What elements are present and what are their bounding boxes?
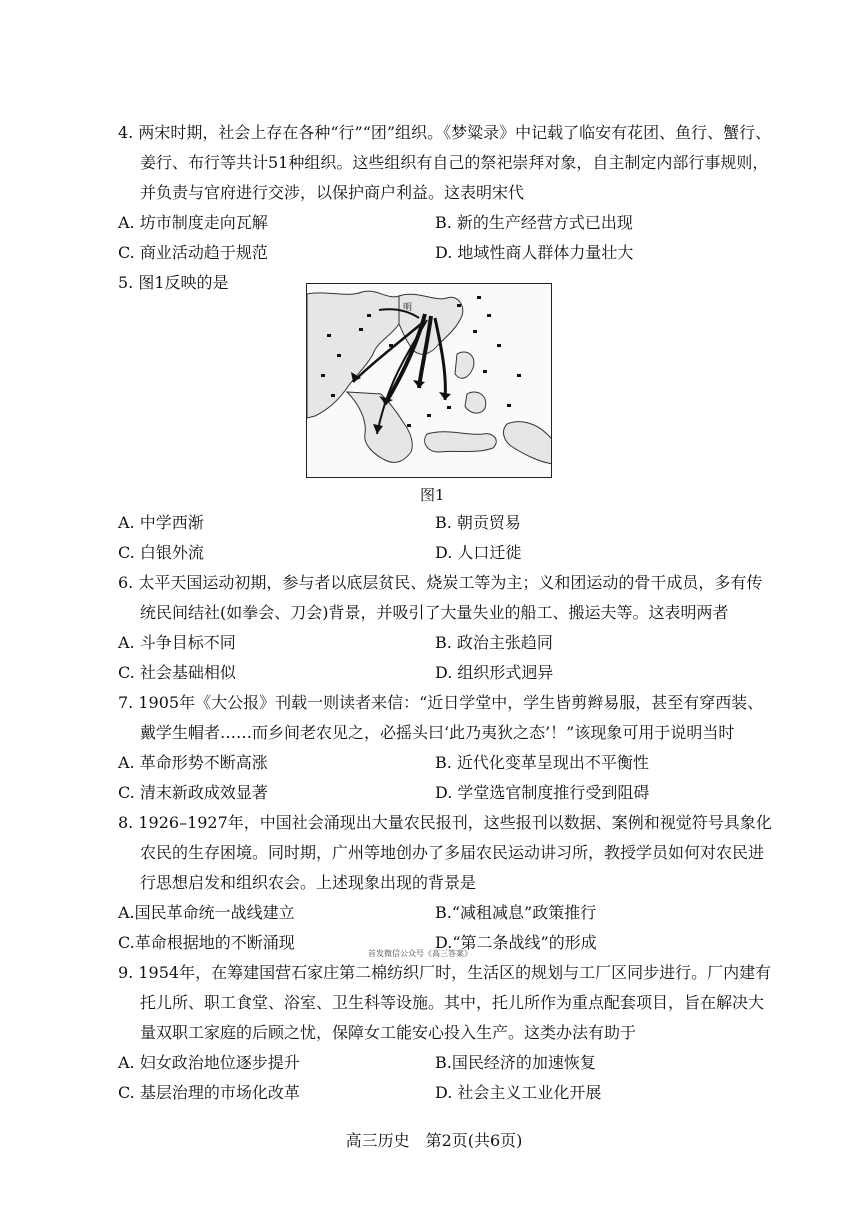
- watermark-text: 首发微信公众号《高三答案》: [368, 949, 472, 958]
- map-label: 明: [403, 303, 413, 313]
- option-a[interactable]: A. 斗争目标不同: [118, 633, 236, 652]
- question-stem: 9. 1954年，在筹建国营石家庄第二棉纺织厂时，生活区的规划与工厂区同步进行。厂内建有托儿所、职工食堂、浴室、卫生科等设施。其中，托儿所作为重点配套项目，旨在解决大量双职工家庭的后顾之忧，保障女工能安心投入生产。这类办法有助于: [118, 963, 772, 1042]
- page-footer: 高三历史 第2页(共6页): [345, 1131, 523, 1150]
- option-d[interactable]: D.“第二条战线”的形成: [435, 933, 597, 952]
- question-stem: 8. 1926–1927年，中国社会涌现出大量农民报刊，这些报刊以数据、案例和视觉符号具象化农民的生存困境。同时期，广州等地创办了多届农民运动讲习所，教授学员如何对农民进行思想启发和组织农会。上述现象出现的背景是: [118, 813, 772, 892]
- question-7: [118, 688, 778, 808]
- map-illustration: [307, 284, 552, 478]
- question-6: [118, 568, 778, 688]
- option-c[interactable]: C. 清末新政成效显著: [118, 783, 268, 802]
- option-b[interactable]: B.“减租减息”政策推行: [435, 903, 597, 922]
- option-d[interactable]: D. 地域性商人群体力量壮大: [435, 243, 634, 262]
- option-c[interactable]: C. 白银外流: [118, 543, 204, 562]
- option-b[interactable]: B. 政治主张趋同: [435, 633, 553, 652]
- options: [118, 208, 778, 268]
- option-a[interactable]: A. 革命形势不断高涨: [118, 753, 268, 772]
- option-a[interactable]: A.国民革命统一战线建立: [118, 903, 295, 922]
- options: [118, 508, 778, 568]
- question-9: [118, 958, 778, 1108]
- option-b[interactable]: B. 新的生产经营方式已出现: [435, 213, 633, 232]
- question-4: [118, 118, 778, 268]
- option-c[interactable]: C. 社会基础相似: [118, 663, 236, 682]
- question-8: [118, 808, 778, 958]
- options: [118, 1048, 778, 1108]
- question-5-options: [118, 508, 778, 568]
- option-a[interactable]: A. 中学西渐: [118, 513, 204, 532]
- option-d[interactable]: D. 组织形式迥异: [435, 663, 554, 682]
- option-d[interactable]: D. 学堂选官制度推行受到阻碍: [435, 783, 650, 802]
- options: [118, 628, 778, 688]
- question-stem: 5. 图1反映的是: [118, 273, 229, 292]
- figure-caption: 图1: [420, 486, 445, 504]
- question-stem: 7. 1905年《大公报》刊载一则读者来信：“近日学堂中，学生皆剪辫易服，甚至有穿西装、戴学生帽者……而乡间老农见之，必摇头曰‘此乃夷狄之态’！”该现象可用于说明当时: [118, 693, 764, 742]
- figure-1-map: [306, 283, 552, 478]
- option-a[interactable]: A. 坊市制度走向瓦解: [118, 213, 268, 232]
- option-b[interactable]: B. 朝贡贸易: [435, 513, 521, 532]
- question-stem: 4. 两宋时期，社会上存在各种“行”“团”组织。《梦粱录》中记载了临安有花团、鱼行、蟹行、姜行、布行等共计51种组织。这些组织有自己的祭祀崇拜对象，自主制定内部行事规则，并负责与官府进行交涉，以保护商户利益。这表明宋代: [118, 123, 772, 202]
- question-stem: 6. 太平天国运动初期，参与者以底层贫民、烧炭工等为主；义和团运动的骨干成员，多有传统民间结社(如拳会、刀会)背景，并吸引了大量失业的船工、搬运夫等。这表明两者: [118, 573, 763, 622]
- options: [118, 748, 778, 808]
- option-b[interactable]: B.国民经济的加速恢复: [435, 1053, 596, 1072]
- option-d[interactable]: D. 人口迁徙: [435, 543, 522, 562]
- option-d[interactable]: D. 社会主义工业化开展: [435, 1083, 602, 1102]
- option-b[interactable]: B. 近代化变革呈现出不平衡性: [435, 753, 649, 772]
- option-a[interactable]: A. 妇女政治地位逐步提升: [118, 1053, 300, 1072]
- option-c[interactable]: C. 基层治理的市场化改革: [118, 1083, 300, 1102]
- option-c[interactable]: C. 商业活动趋于规范: [118, 243, 268, 262]
- option-c[interactable]: C.革命根据地的不断涌现: [118, 933, 295, 952]
